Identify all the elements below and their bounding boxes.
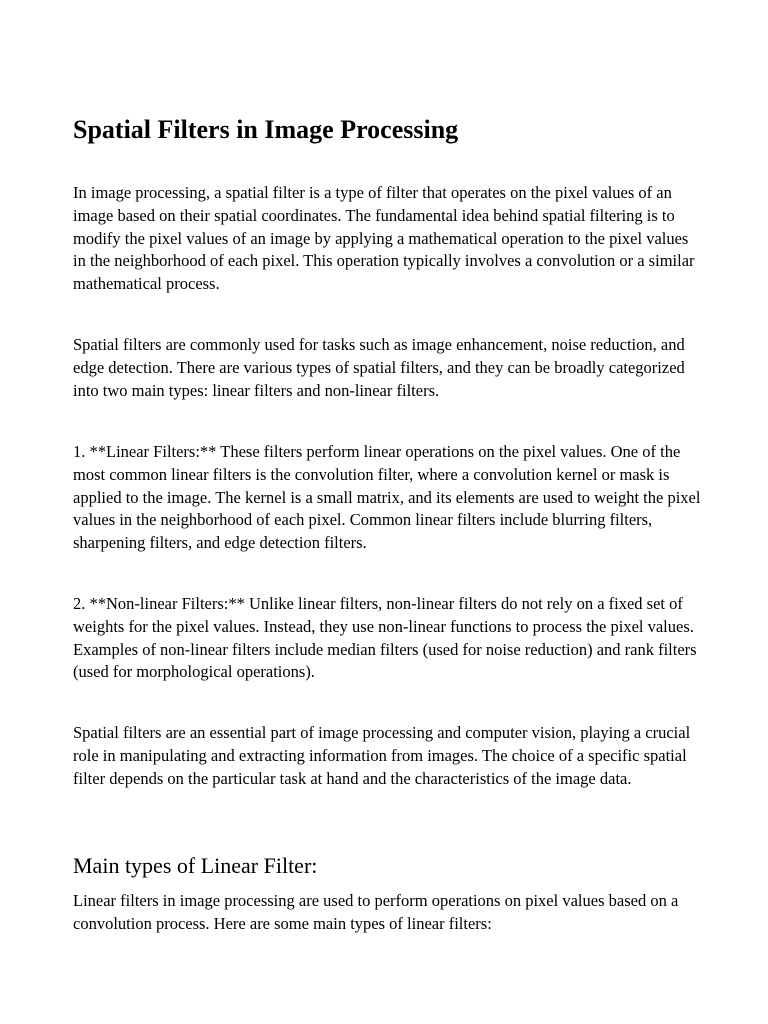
page-title: Spatial Filters in Image Processing <box>73 115 459 144</box>
section-intro-paragraph: Linear filters in image processing are used to perform operations on pixel values based on a convolution process. Here are some main types of linear filters: <box>73 891 679 933</box>
intro-paragraph: In image processing, a spatial filter is a type of filter that operates on the pixel values of an image based on their spatial coordinates. The fundamental idea behind spatial filtering is to modify the pixel values of an image by applying a mathematical operation to the pixel values in the neighborhood of each pixel. This operation typically involves a convolution or a similar mathematical process. <box>73 183 695 294</box>
non-linear-filters-paragraph: 2. **Non-linear Filters:** Unlike linear filters, non-linear filters do not rely on a fixed set of weights for the pixel values. Instead, they use non-linear functions to process the pixel values. Examples of non-linear filters include median filters (used for noise reduction) and rank filters (used for morphological operations). <box>73 594 697 682</box>
uses-paragraph: Spatial filters are commonly used for tasks such as image enhancement, noise reduction, and edge detection. There are various types of spatial filters, and they can be broadly categorized into two main types: linear filters and non-linear filters. <box>73 335 685 400</box>
section-heading: Main types of Linear Filter: <box>73 853 318 878</box>
linear-filters-paragraph: 1. **Linear Filters:** These filters perform linear operations on the pixel values. One of the most common linear filters is the convolution filter, where a convolution kernel or mask is applied to the image. The kernel is a small matrix, and its elements are used to weight the pixel values in the neighborhood of each pixel. Common linear filters include blurring filters, sharpening filters, and edge detection filters. <box>73 442 701 553</box>
conclusion-paragraph: Spatial filters are an essential part of image processing and computer vision, playing a crucial role in manipulating and extracting information from images. The choice of a specific spatial filter depends on the particular task at hand and the characteristics of the image data. <box>73 723 691 788</box>
